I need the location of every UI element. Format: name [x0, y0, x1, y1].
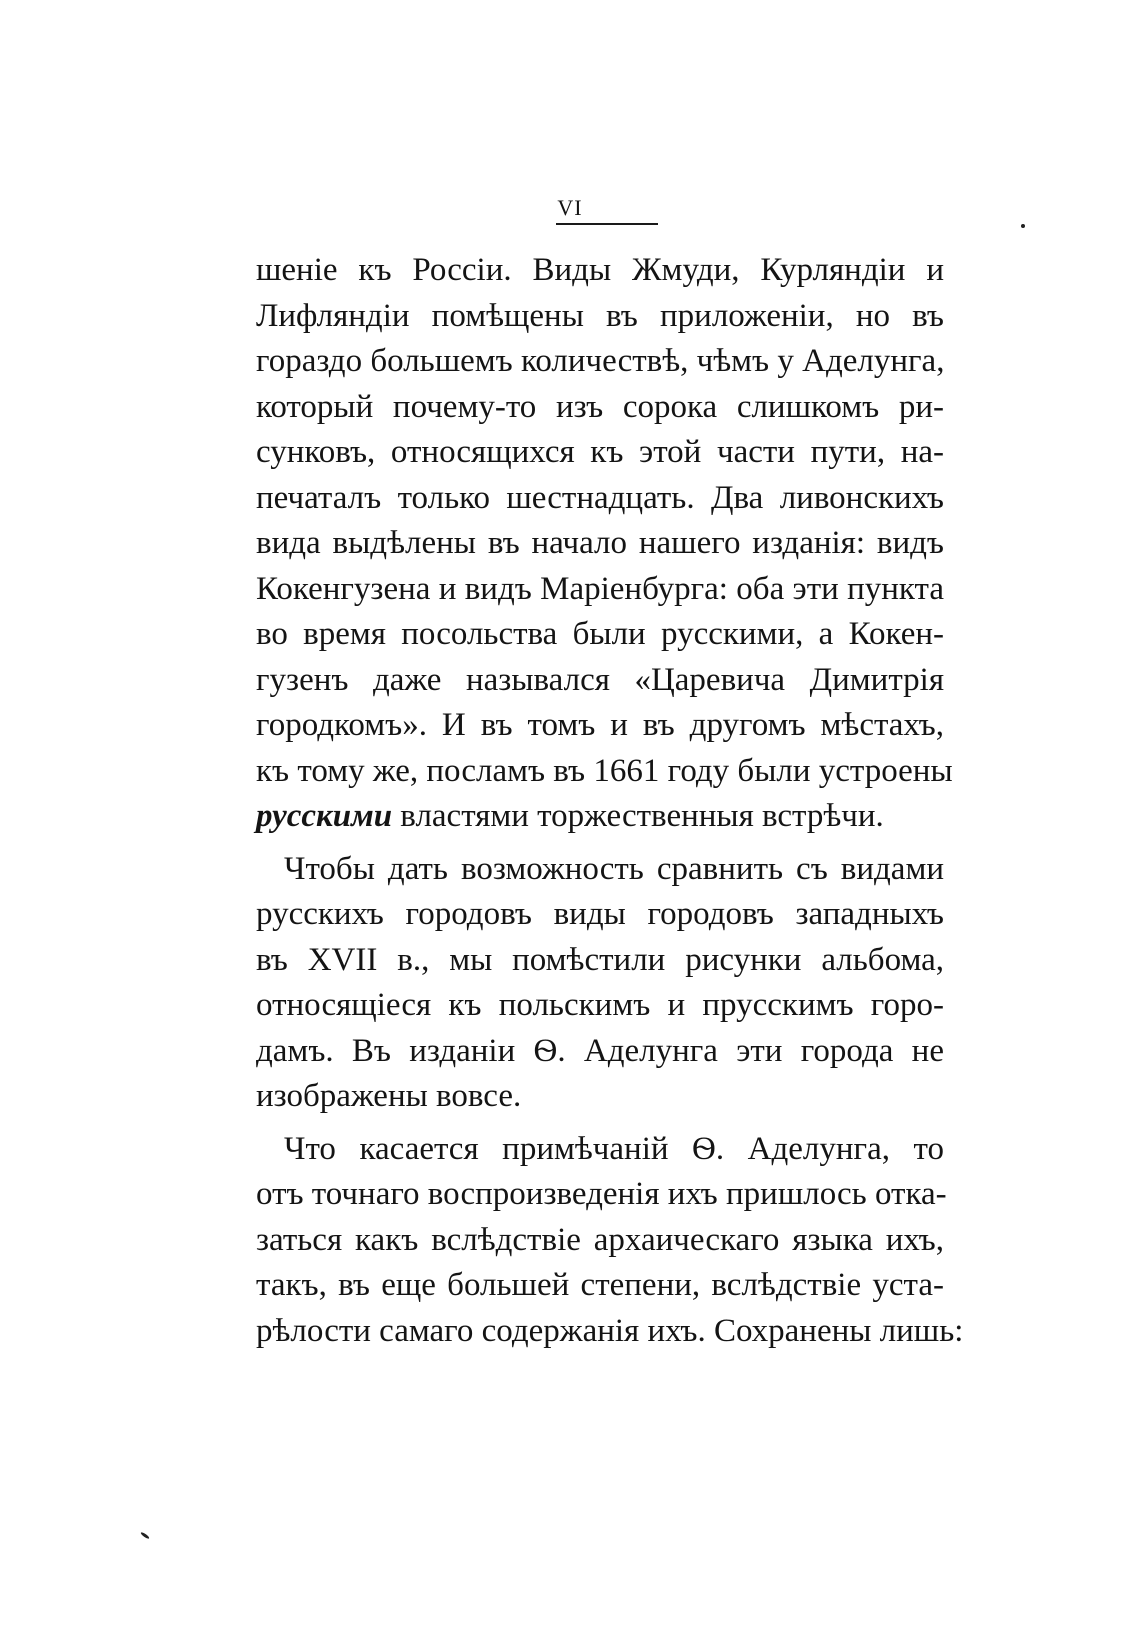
text-line: Что касается примѣчаній Ѳ. Аделунга, то	[284, 1130, 944, 1167]
text-line: въ XVII в., мы помѣстили рисунки альбома,	[256, 941, 944, 978]
text-line: изображены вовсе.	[256, 1078, 522, 1114]
page-number: VI	[557, 195, 583, 220]
text-line-rest: властями торжественныя встрѣчи.	[392, 798, 884, 834]
text-line-last	[256, 794, 944, 840]
text-line: Чтобы дать возможность сравнить съ видами	[284, 850, 944, 887]
text-line: къ тому же, посламъ въ 1661 году были устроены	[256, 752, 953, 789]
text-line: во время посольства были русскими, а Кокен-	[256, 616, 944, 652]
paragraph-3	[256, 1127, 964, 1355]
paragraph-2	[256, 847, 944, 1120]
text-line: Лифляндіи помѣщены въ приложеніи, но въ	[256, 297, 944, 334]
text-line: дамъ. Въ изданіи Ѳ. Аделунга эти города не	[256, 1032, 944, 1069]
text-line: относящіеся къ польскимъ и прусскимъ горо-	[256, 987, 944, 1023]
header-rule	[556, 223, 658, 225]
text-line: заться какъ вслѣдствіе архаическаго языка ихъ,	[256, 1221, 944, 1258]
text-line: вида выдѣлены въ начало нашего изданія: видъ	[256, 525, 944, 561]
text-line: отъ точнаго воспроизведенія ихъ пришлось отка-	[256, 1176, 947, 1212]
paragraph-1	[256, 248, 953, 840]
italic-emphasis: русскими	[256, 798, 393, 834]
text-line: русскихъ городовъ виды городовъ западныхъ	[256, 896, 944, 932]
text-line: который почему-то изъ сорока слишкомъ ри-	[256, 388, 944, 425]
text-line: сунковъ, относящихся къ этой части пути, на-	[256, 434, 944, 470]
text-line: шеніе къ Россіи. Виды Жмуди, Курляндіи и	[256, 252, 944, 288]
text-line: рѣлости самаго содержанія ихъ. Сохранены лишь:	[256, 1312, 964, 1349]
text-line: гузенъ даже назывался «Царевича Димитрія	[256, 661, 944, 698]
text-line: Кокенгузена и видъ Маріенбурга: оба эти пункта	[256, 570, 944, 607]
text-line: гораздо большемъ количествѣ, чѣмъ у Аделунга,	[256, 343, 945, 379]
scan-speck-bottom-left	[140, 1531, 150, 1539]
scan-speck-right	[1021, 224, 1025, 228]
text-line: городкомъ». И въ томъ и въ другомъ мѣстахъ,	[256, 707, 944, 743]
text-line: такъ, въ еще большей степени, вслѣдствіе уста-	[256, 1267, 944, 1303]
text-line: печаталъ только шестнадцать. Два ливонскихъ	[256, 479, 944, 516]
body-text	[256, 248, 964, 1361]
